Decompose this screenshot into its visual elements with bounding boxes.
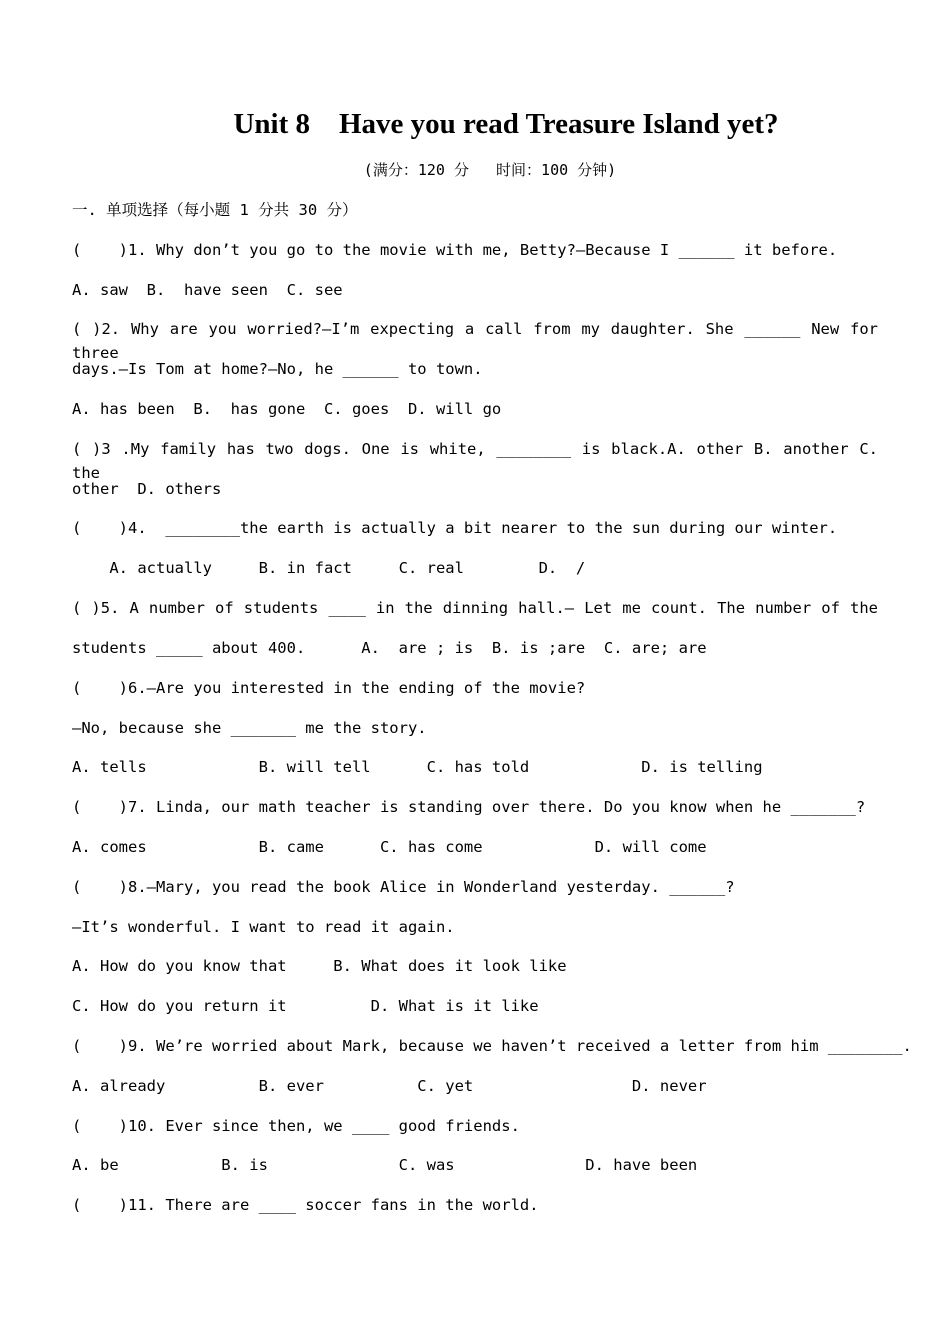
question-line: ( )6.—Are you interested in the ending of the movie?: [72, 679, 586, 697]
section-heading: 一. 单项选择（每小题 1 分共 30 分）: [72, 201, 358, 219]
question-line: students _____ about 400. A. are ; is B. is ;are C. are; are: [72, 639, 707, 657]
question-line: ( )1. Why don’t you go to the movie with me, Betty?—Because I ______ it before.: [72, 241, 838, 259]
options-line: A. actually B. in fact C. real D. /: [72, 559, 586, 577]
options-line: A. comes B. came C. has come D. will come: [72, 838, 707, 856]
options-line: C. How do you return it D. What is it like: [72, 997, 539, 1015]
question-line: ( )9. We’re worried about Mark, because we haven’t received a letter from him ________.: [72, 1037, 912, 1055]
question-line: ( )2. Why are you worried?—I’m expecting a call from my daughter. She ______ New for three: [72, 320, 878, 362]
question-line: —No, because she _______ me the story.: [72, 719, 427, 737]
question-line: days.—Is Tom at home?—No, he ______ to town.: [72, 360, 483, 378]
question-line: ( )11. There are ____ soccer fans in the world.: [72, 1196, 539, 1214]
question-line: ( )4. ________the earth is actually a bit nearer to the sun during our winter.: [72, 519, 838, 537]
options-line: A. saw B. have seen C. see: [72, 281, 343, 299]
score-time-info: (满分：120 分 时间：100 分钟): [363, 161, 617, 179]
options-line: other D. others: [72, 480, 222, 498]
page-title: Unit 8 Have you read Treasure Island yet?: [233, 108, 779, 140]
question-line: ( )5. A number of students ____ in the dinning hall.— Let me count. The number of the: [72, 599, 878, 617]
options-line: A. already B. ever C. yet D. never: [72, 1077, 707, 1095]
question-line: ( )10. Ever since then, we ____ good friends.: [72, 1117, 520, 1135]
question-line: ( )3 .My family has two dogs. One is white, ________ is black.A. other B. another C. the: [72, 440, 878, 482]
question-line: ( )7. Linda, our math teacher is standing over there. Do you know when he _______?: [72, 798, 866, 816]
question-line: —It’s wonderful. I want to read it again.: [72, 918, 455, 936]
question-line: ( )8.—Mary, you read the book Alice in Wonderland yesterday. ______?: [72, 878, 735, 896]
options-line: A. be B. is C. was D. have been: [72, 1156, 698, 1174]
options-line: A. has been B. has gone C. goes D. will go: [72, 400, 502, 418]
options-line: A. How do you know that B. What does it look like: [72, 957, 567, 975]
options-line: A. tells B. will tell C. has told D. is telling: [72, 758, 763, 776]
